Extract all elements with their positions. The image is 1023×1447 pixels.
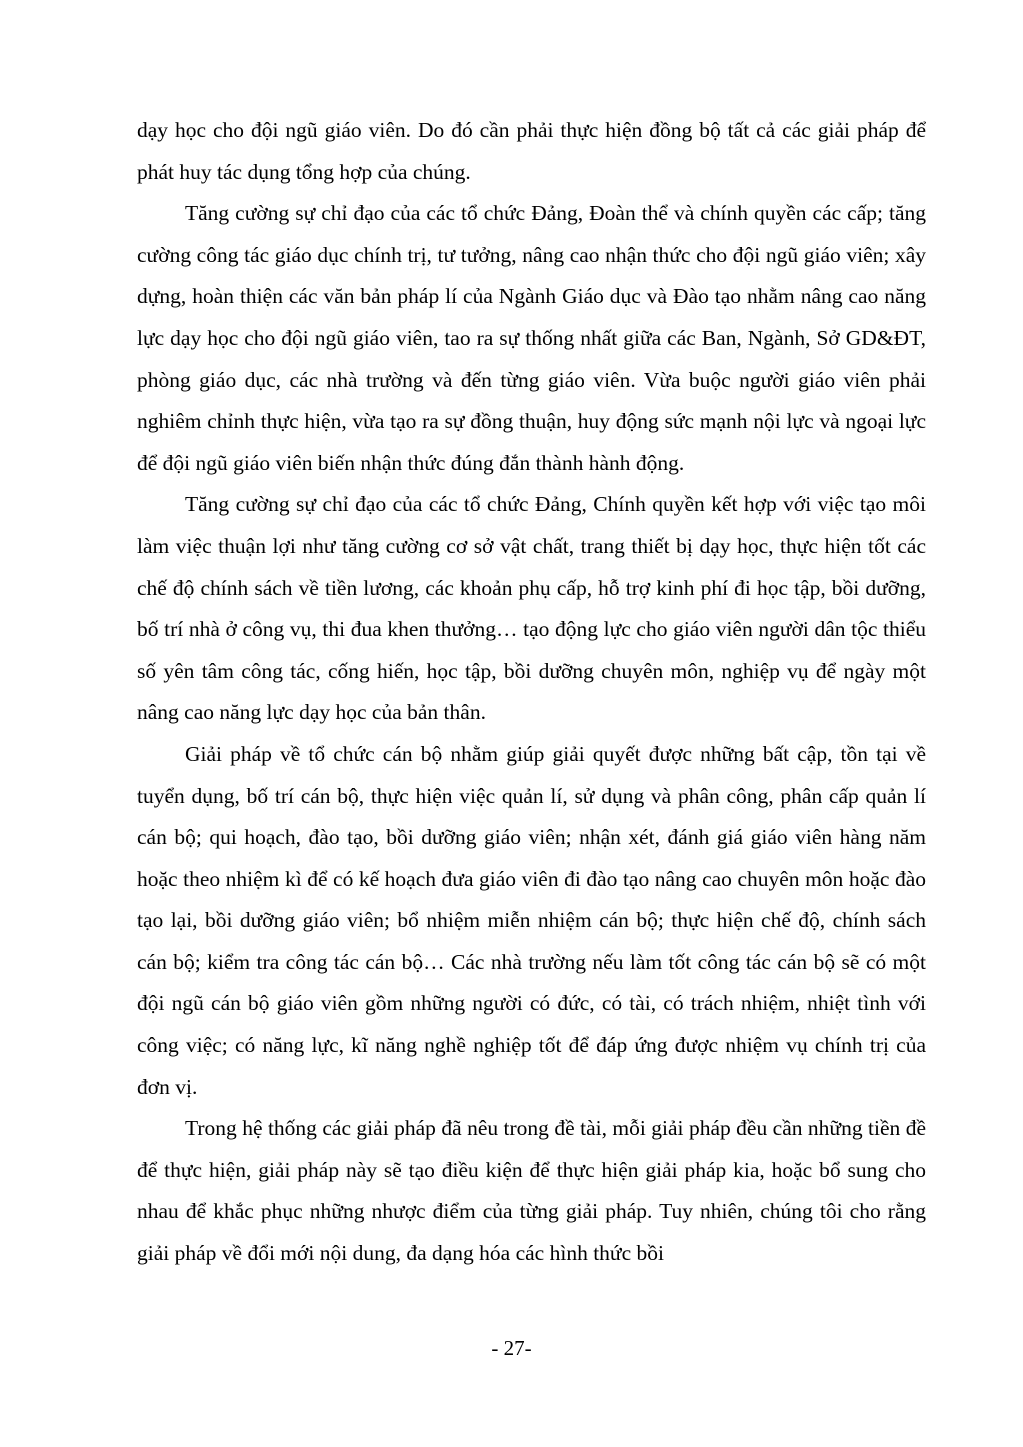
paragraph-solution-system: Trong hệ thống các giải pháp đã nêu trong đề tài, mỗi giải pháp đều cần những tiền đề để thực hiện, giải pháp này sẽ tạo điều kiện để thực hiện giải pháp kia, hoặc bổ sung cho nhau để khắc phục những nhược điểm của từng giải pháp. Tuy nhiên, chúng tôi cho rằng giải pháp về đổi mới nội dung, đa dạng hóa các hình thức bồi [137, 1116, 926, 1266]
page-number: - 27- [491, 1336, 532, 1360]
page-body [137, 110, 926, 1275]
paragraph-personnel-organization: Giải pháp về tổ chức cán bộ nhằm giúp giải quyết được những bất cập, tồn tại về tuyển dụng, bố trí cán bộ, thực hiện việc quản lí, sử dụng và phân công, phân cấp quản lí cán bộ; qui hoạch, đào tạo, bồi dưỡng giáo viên; nhận xét, đánh giá giáo viên hàng năm hoặc theo nhiệm kì để có kế hoạch đưa giáo viên đi đào tạo nâng cao chuyên môn hoặc đào tạo lại, bồi dưỡng giáo viên; bổ nhiệm miễn nhiệm cán bộ; thực hiện chế độ, chính sách cán bộ; kiểm tra công tác cán bộ… Các nhà trường nếu làm tốt công tác cán bộ sẽ có một đội ngũ cán bộ giáo viên gồm những người có đức, có tài, có trách nhiệm, nhiệt tình với công việc; có năng lực, kĩ năng nghề nghiệp tốt để đáp ứng được nhiệm vụ chính trị của đơn vị. [137, 741, 926, 1099]
paragraph-party-direction: Tăng cường sự chỉ đạo của các tổ chức Đảng, Đoàn thể và chính quyền các cấp; tăng cường công tác giáo dục chính trị, tư tưởng, nâng cao nhận thức cho đội ngũ giáo viên; xây dựng, hoàn thiện các văn bản pháp lí của Ngành Giáo dục và Đào tạo nhằm nâng cao năng lực dạy học cho đội ngũ giáo viên, tao ra sự thống nhất giữa các Ban, Ngành, Sở GD&ĐT, phòng giáo dục, các nhà trường và đến từng giáo viên. Vừa buộc người giáo viên phải nghiêm chỉnh thực hiện, vừa tạo ra sự đồng thuận, huy động sức mạnh nội lực và ngoại lực để đội ngũ giáo viên biến nhận thức đúng đắn thành hành động. [137, 201, 926, 475]
paragraph-continuation: dạy học cho đội ngũ giáo viên. Do đó cần phải thực hiện đồng bộ tất cả các giải pháp để phát huy tác dụng tổng hợp của chúng. [137, 118, 926, 184]
paragraph-working-environment: Tăng cường sự chỉ đạo của các tổ chức Đảng, Chính quyền kết hợp với việc tạo môi làm việc thuận lợi như tăng cường cơ sở vật chất, trang thiết bị dạy học, thực hiện tốt các chế độ chính sách về tiền lương, các khoản phụ cấp, hỗ trợ kinh phí đi học tập, bồi dưỡng, bố trí nhà ở công vụ, thi đua khen thưởng… tạo động lực cho giáo viên người dân tộc thiểu số yên tâm công tác, cống hiến, học tập, bồi dưỡng chuyên môn, nghiệp vụ để ngày một nâng cao năng lực dạy học của bản thân. [137, 492, 926, 725]
